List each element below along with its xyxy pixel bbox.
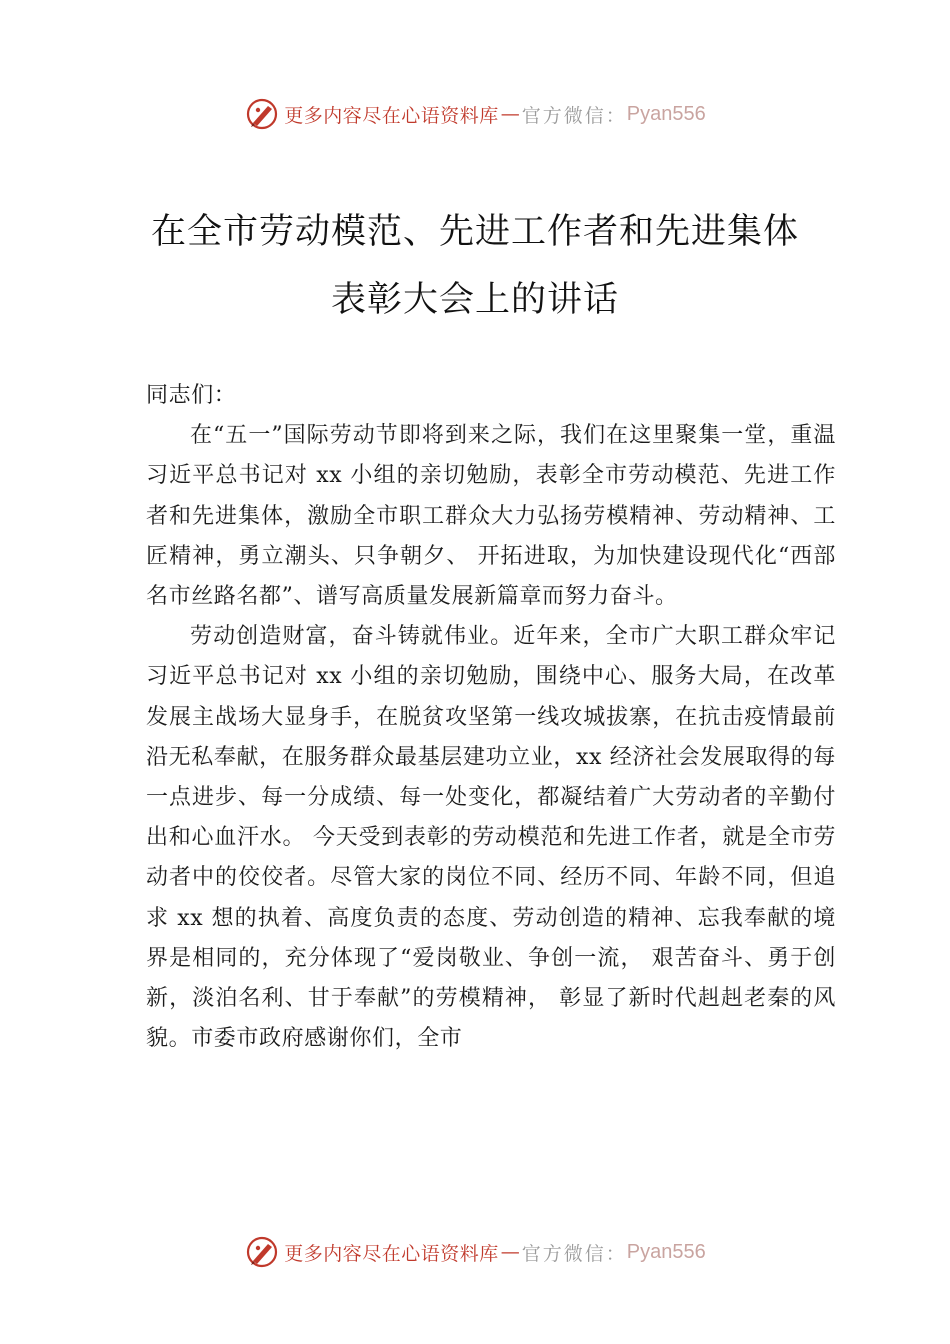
pen-logo-icon <box>244 96 280 132</box>
watermark-main-text: 更多内容尽在心语资料库 <box>284 1242 499 1265</box>
watermark-main-text: 更多内容尽在心语资料库 <box>284 104 499 127</box>
pen-logo-icon <box>244 1234 280 1270</box>
document-body <box>146 376 836 1059</box>
salutation: 同志们： <box>146 383 237 408</box>
watermark-label: 官方微信： <box>521 104 627 127</box>
document-title-line-2: 表彰大会上的讲话 <box>330 280 619 320</box>
document-title-line-1: 在全市劳动模范、先进工作者和先进集体 <box>150 212 799 252</box>
footer-watermark <box>0 1232 950 1272</box>
paragraph-1: 在“五一”国际劳动节即将到来之际，我们在这里聚集一堂，重温习近平总书记对 xx 小组的亲切勉励，表彰全市劳动模范、先进工作者和先进集体，激励全市职工群众大力弘扬劳模精神、劳动精神、工匠精神，勇立潮头、只争朝夕、 开拓进取，为加快建设现代化“西部名市丝路名都”、谱写高质量发展新篇章而努力奋斗。 <box>146 423 836 610</box>
paragraph-2: 劳动创造财富，奋斗铸就伟业。近年来，全市广大职工群众牢记习近平总书记对 xx 小组的亲切勉励，围绕中心、服务大局，在改革发展主战场大显身手，在脱贫攻坚第一线攻城拔寨，在抗击疫情最前沿无私奉献，在服务群众最基层建功立业，xx 经济社会发展取得的每一点进步、每一分成绩、每一处变化，都凝结着广大劳动者的辛勤付出和心血汗水。 今天受到表彰的劳动模范和先进工作者，就是全市劳动者中的佼佼者。尽管大家的岗位不同、经历不同、年龄不同，但追求 xx 想的执着、高度负责的态度、劳动创造的精神、忘我奉献的境界是相同的，充分体现了“爱岗敬业、争创一流， 艰苦奋斗、勇于创新，淡泊名利、甘于奉献”的劳模精神， 彰显了新时代赳赳老秦的风貌。市委市政府感谢你们，全市 <box>146 624 836 1052</box>
watermark-wechat-id: Pyan556 <box>626 1240 706 1263</box>
watermark-separator: — <box>500 103 520 125</box>
header-watermark <box>0 94 950 134</box>
watermark-wechat-id: Pyan556 <box>626 102 706 125</box>
watermark-separator: — <box>500 1241 520 1263</box>
watermark-label: 官方微信： <box>521 1242 627 1265</box>
